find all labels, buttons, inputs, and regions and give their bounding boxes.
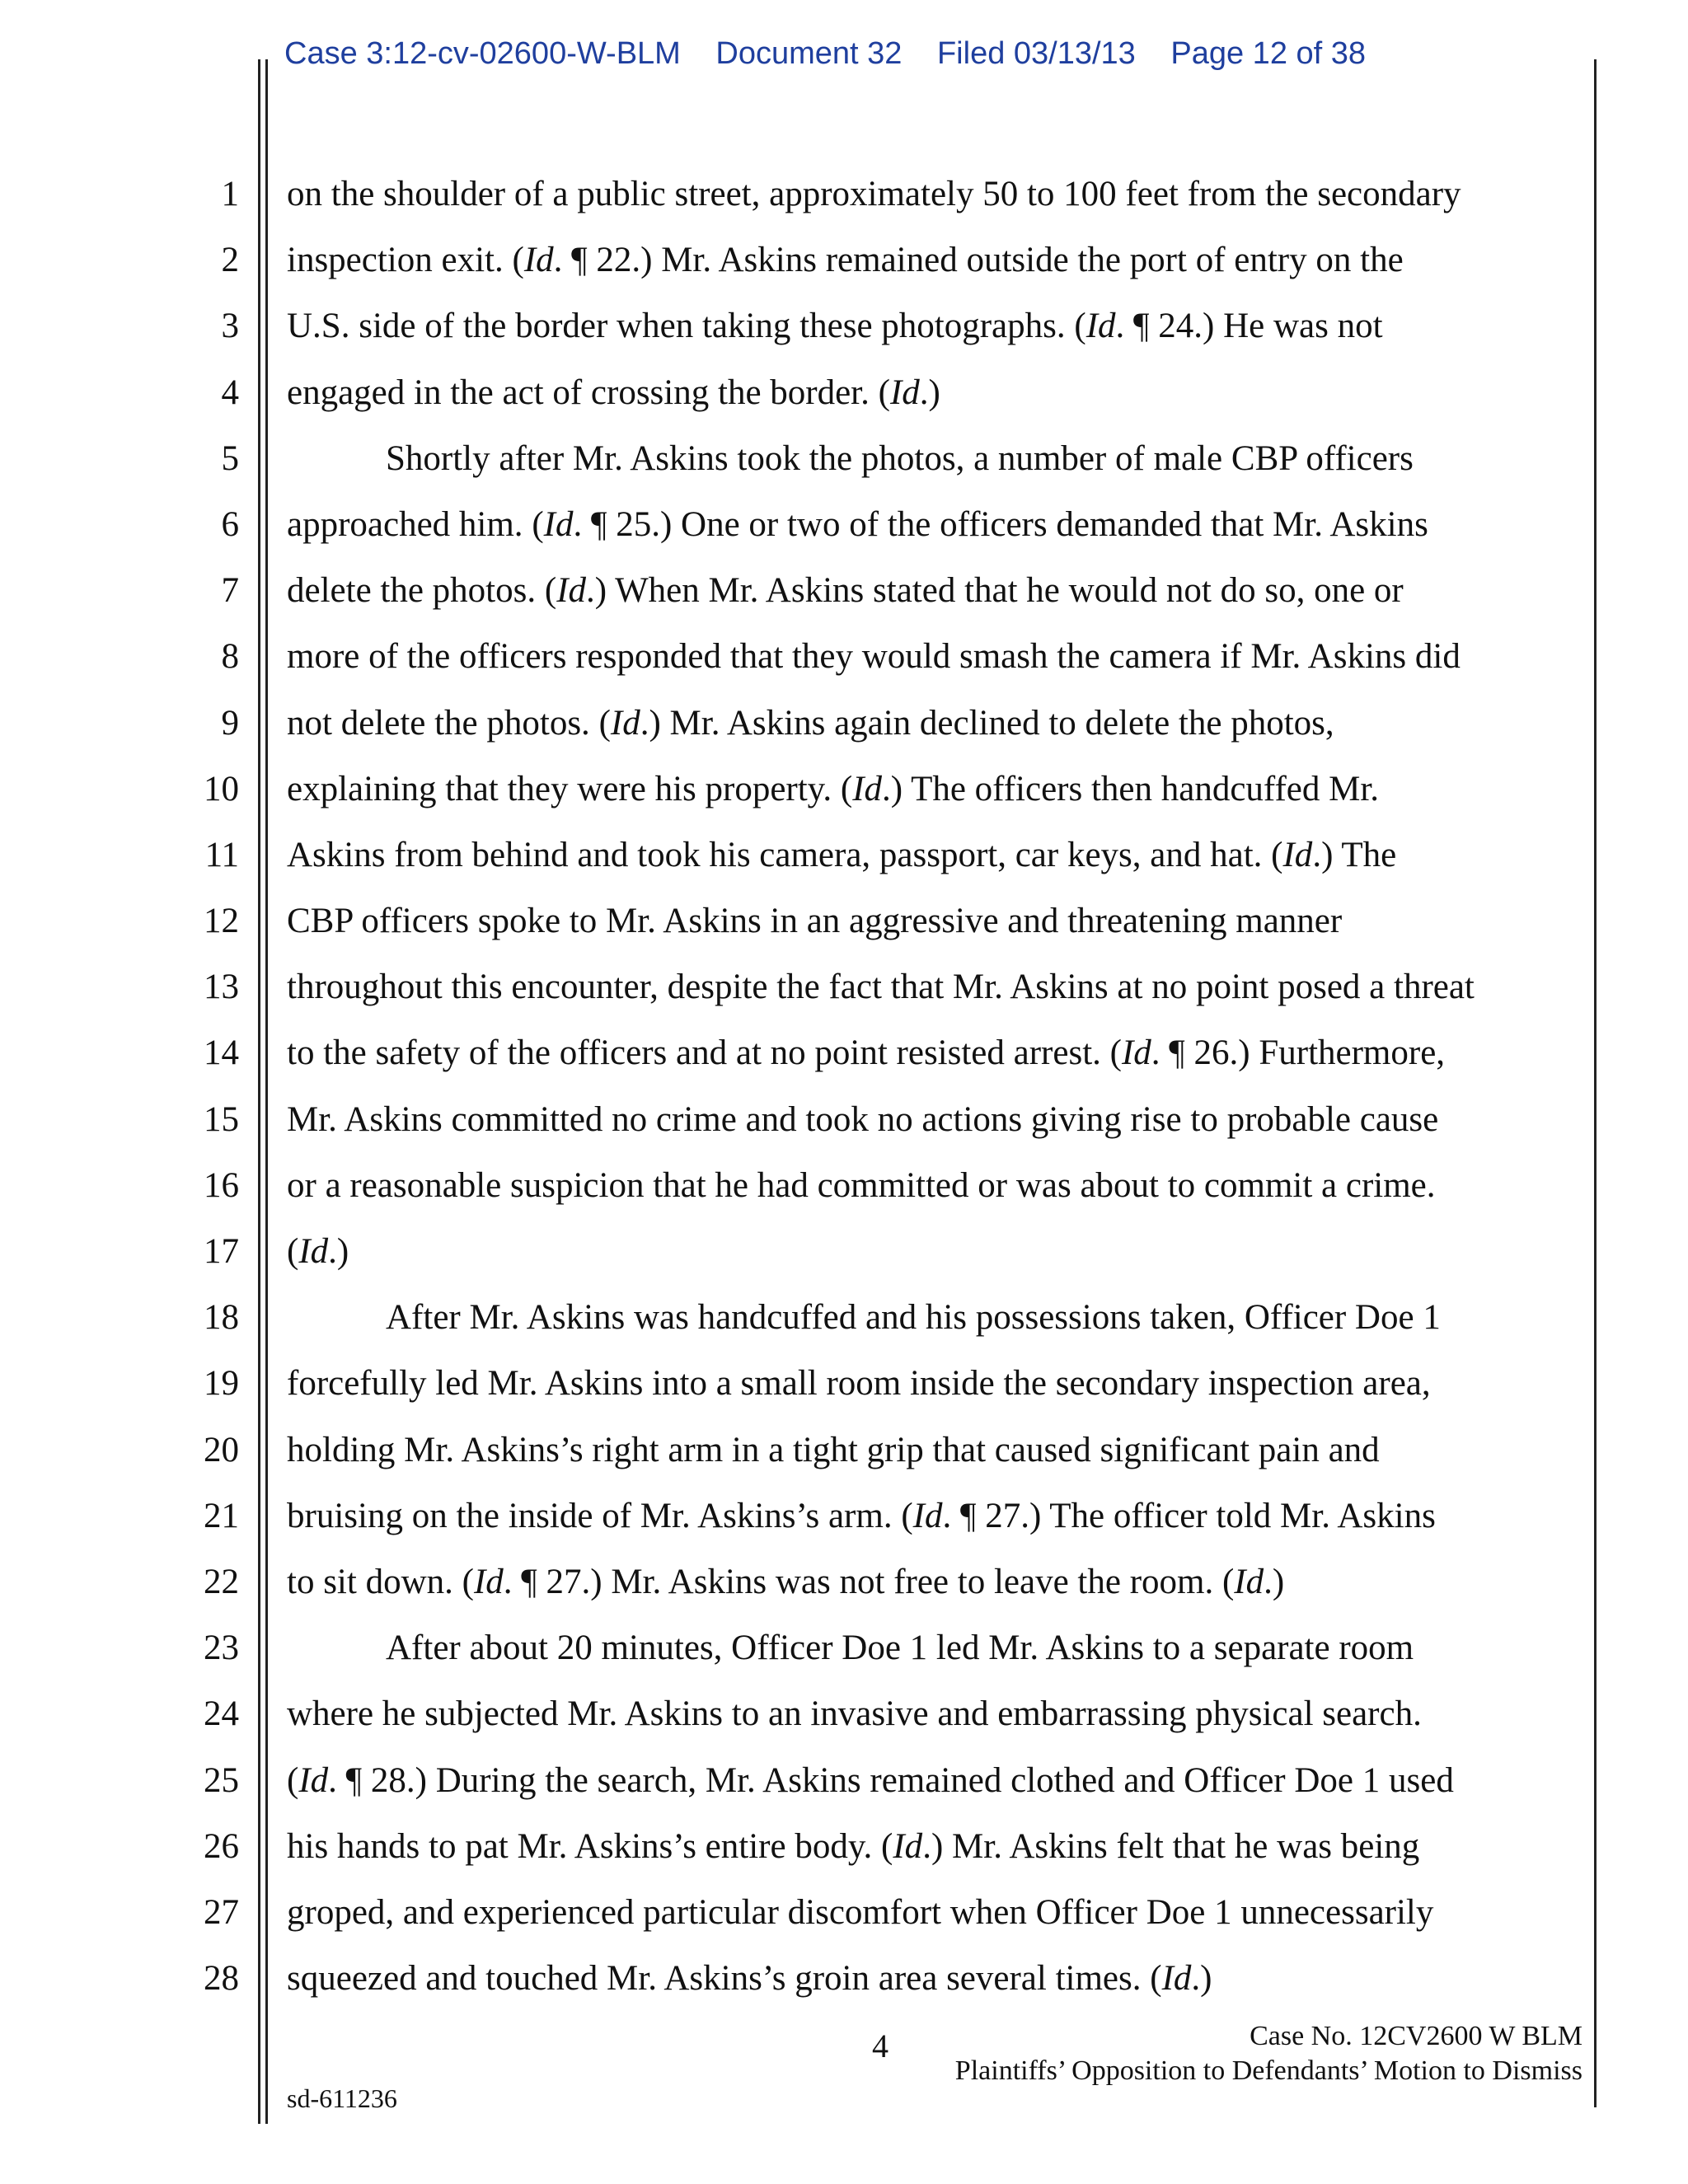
text-line: bruising on the inside of Mr. Askins’s arm. (Id. ¶ 27.) The officer told Mr. Askins (287, 1496, 1436, 1535)
line-number: 20 (204, 1430, 239, 1469)
line-number: 16 (204, 1165, 239, 1205)
text-line: squeezed and touched Mr. Askins’s groin area several times. (Id.) (287, 1959, 1212, 1999)
text-line: Mr. Askins committed no crime and took no actions giving rise to probable cause (287, 1099, 1439, 1139)
footer-caption (955, 2019, 1582, 2088)
text-line: U.S. side of the border when taking these photographs. (Id. ¶ 24.) He was not (287, 307, 1383, 346)
line-number: 4 (221, 373, 239, 412)
line-number: 1 (221, 175, 239, 213)
text-line: delete the photos. (Id.) When Mr. Askins stated that he would not do so, one or (287, 571, 1404, 611)
line-number: 19 (204, 1364, 239, 1404)
text-line: CBP officers spoke to Mr. Askins in an aggressive and threatening manner (287, 902, 1343, 941)
page-number: 4 (872, 2027, 889, 2064)
ecf-header (284, 36, 1392, 72)
text-line: engaged in the act of crossing the border. (Id.) (287, 373, 940, 412)
left-margin-rule-inner (265, 59, 268, 2124)
text-line: explaining that they were his property. (Id.) The officers then handcuffed Mr. (287, 769, 1380, 808)
text-line: (Id. ¶ 28.) During the search, Mr. Askins remained clothed and Officer Doe 1 used (287, 1760, 1454, 1800)
text-line: more of the officers responded that they would smash the camera if Mr. Askins did (287, 637, 1461, 677)
text-line: not delete the photos. (Id.) Mr. Askins again declined to delete the photos, (287, 703, 1334, 743)
line-number: 21 (204, 1496, 239, 1535)
text-line: his hands to pat Mr. Askins’s entire body. (Id.) Mr. Askins felt that he was being (287, 1826, 1420, 1866)
line-number: 24 (204, 1694, 239, 1734)
line-number: 26 (204, 1826, 239, 1866)
text-line: Shortly after Mr. Askins took the photos, a number of male CBP officers (386, 438, 1414, 478)
line-number: 14 (204, 1033, 239, 1073)
text-line: After Mr. Askins was handcuffed and his possessions taken, Officer Doe 1 (386, 1298, 1441, 1338)
line-number: 7 (221, 571, 239, 611)
footer-doc-id: sd-611236 (287, 2083, 397, 2113)
line-number: 3 (221, 307, 239, 346)
header-filed-date: Filed 03/13/13 (936, 36, 1136, 71)
text-line: After about 20 minutes, Officer Doe 1 led Mr. Askins to a separate room (386, 1629, 1414, 1668)
text-line: where he subjected Mr. Askins to an invasive and embarrassing physical search. (287, 1694, 1422, 1734)
line-number: 15 (204, 1099, 239, 1139)
line-number: 5 (221, 438, 239, 478)
text-line: holding Mr. Askins’s right arm in a tight grip that caused significant pain and (287, 1430, 1380, 1469)
text-line: throughout this encounter, despite the fact that Mr. Askins at no point posed a threat (287, 968, 1475, 1007)
line-number: 22 (204, 1562, 239, 1601)
line-number: 13 (204, 968, 239, 1007)
header-case-number: Case 3:12-cv-02600-W-BLM (284, 36, 681, 71)
header-document-number: Document 32 (715, 36, 903, 71)
text-line: Askins from behind and took his camera, passport, car keys, and hat. (Id.) The (287, 835, 1397, 874)
line-number: 9 (221, 703, 239, 743)
line-number: 12 (204, 902, 239, 941)
text-line: groped, and experienced particular discomfort when Officer Doe 1 unnecessarily (287, 1892, 1434, 1932)
text-line: approached him. (Id. ¶ 25.) One or two of the officers demanded that Mr. Askins (287, 504, 1428, 544)
left-margin-rule-outer (258, 59, 260, 2124)
text-line: forcefully led Mr. Askins into a small room inside the secondary inspection area, (287, 1364, 1431, 1404)
line-number: 23 (204, 1629, 239, 1668)
footer-document-title: Plaintiffs’ Opposition to Defendants’ Motion to Dismiss (954, 2055, 1582, 2086)
line-number: 28 (204, 1959, 239, 1999)
line-number: 10 (204, 769, 239, 808)
header-page-count: Page 12 of 38 (1170, 36, 1367, 71)
text-line: or a reasonable suspicion that he had committed or was about to commit a crime. (287, 1165, 1436, 1205)
text-line: inspection exit. (Id. ¶ 22.) Mr. Askins remained outside the port of entry on the (287, 241, 1404, 280)
document-body (287, 172, 1589, 2022)
line-number: 11 (204, 835, 239, 874)
text-line: to sit down. (Id. ¶ 27.) Mr. Askins was not free to leave the room. (Id.) (287, 1562, 1285, 1601)
line-number: 17 (204, 1232, 239, 1271)
line-number: 18 (204, 1298, 239, 1338)
right-margin-rule (1594, 59, 1597, 2107)
line-number: 27 (204, 1892, 239, 1932)
footer-case-no: Case No. 12CV2600 W BLM (1250, 2021, 1582, 2051)
line-number: 8 (221, 637, 239, 677)
line-number: 6 (221, 504, 239, 544)
text-line: to the safety of the officers and at no point resisted arrest. (Id. ¶ 26.) Furthermore, (287, 1033, 1446, 1073)
line-number: 2 (221, 241, 239, 280)
line-number: 25 (204, 1760, 239, 1800)
text-line: on the shoulder of a public street, approximately 50 to 100 feet from the secondary (287, 175, 1461, 213)
text-line: (Id.) (287, 1232, 349, 1271)
line-numbers (165, 172, 239, 2022)
